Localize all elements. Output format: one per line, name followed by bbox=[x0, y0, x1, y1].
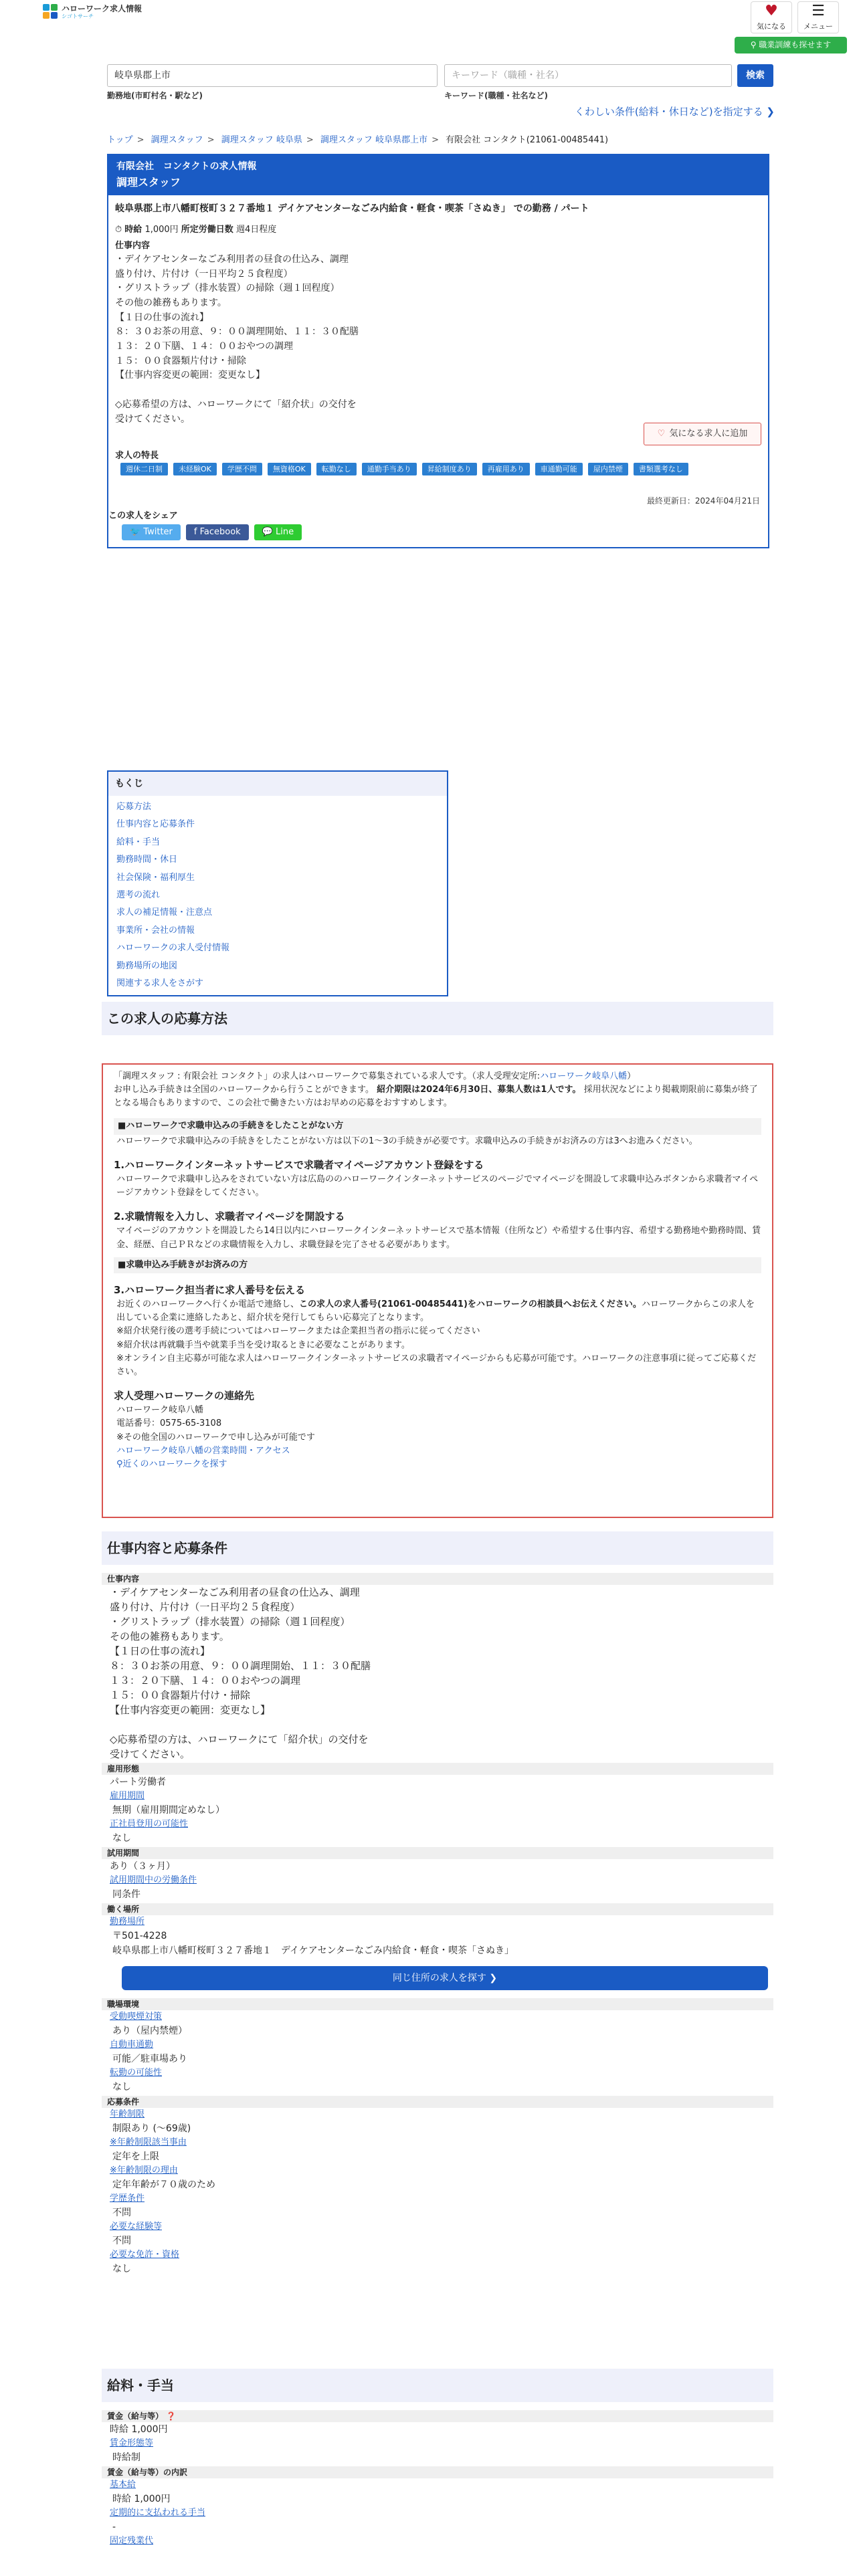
trial-cond-label[interactable]: 試用期間中の労働条件 bbox=[110, 1875, 197, 1885]
wage-form-value: 時給制 bbox=[112, 2452, 140, 2463]
car-value: 可能／駐車場あり bbox=[112, 2054, 187, 2064]
age-value: 制限あり (～69歳) bbox=[112, 2123, 191, 2134]
regular-allowance-label[interactable]: 定期的に支払われる手当 bbox=[110, 2508, 206, 2518]
car-label[interactable]: 自動車通勤 bbox=[110, 2040, 154, 2050]
toc-item[interactable]: 勤務場所の地図 bbox=[116, 960, 178, 971]
menu-label: メニュー bbox=[803, 22, 833, 31]
salary-body bbox=[102, 2409, 773, 2548]
step-1-title: 1.ハローワークインターネットサービスで求職者マイページアカウント登録をする bbox=[114, 1158, 484, 1171]
advanced-search-label: くわしい条件(給料・休日など)を指定する bbox=[574, 106, 763, 118]
help-icon[interactable]: ❓ bbox=[166, 2411, 177, 2421]
base-pay-label[interactable]: 基本給 bbox=[110, 2480, 136, 2490]
toc-item[interactable]: 仕事内容と応募条件 bbox=[116, 819, 195, 830]
trial-value: あり（３ヶ月） bbox=[110, 1861, 175, 1872]
line-label: Line bbox=[276, 527, 294, 537]
office-name: ハローワーク岐阜八幡 bbox=[116, 1405, 204, 1416]
age-label[interactable]: 年齢制限 bbox=[110, 2109, 145, 2119]
advanced-search-link[interactable] bbox=[575, 104, 775, 120]
feature-tag[interactable]: 未経験OK bbox=[173, 463, 217, 475]
feature-tag[interactable]: 再雇用あり bbox=[482, 463, 530, 475]
period-value: 無期（雇用期間定めなし） bbox=[112, 1805, 225, 1816]
period-label[interactable]: 雇用期間 bbox=[110, 1791, 145, 1801]
smoking-value: あり（屋内禁煙） bbox=[112, 2026, 187, 2036]
edu-value: 不問 bbox=[112, 2208, 131, 2218]
chevron-right-icon: ❯ bbox=[766, 106, 775, 118]
contact-info: ハローワーク岐阜八幡 電話番号：0575-65-3108 ※その他全国のハローワークで申し込みが可能です ハローワーク岐阜八幡の営業時間・アクセス ⚲近くのハローワークを探す bbox=[116, 1405, 315, 1469]
job-location: 岐阜県郡上市八幡町桜町３２７番地１ デイケアセンターなごみ内給食・軽食・喫茶「さぬき」 での勤務 / パート bbox=[115, 203, 589, 214]
trial-label: 試用期間 bbox=[102, 1847, 773, 1859]
employment-label: 雇用形態 bbox=[102, 1763, 773, 1775]
wage-form-label[interactable]: 賃金形態等 bbox=[110, 2438, 154, 2448]
step-3-title: 3.ハローワーク担当者に求人番号を伝える bbox=[114, 1283, 306, 1296]
deadline-text: 紹介期限は2024年6月30日、募集人数は1人です。 bbox=[377, 1085, 581, 1095]
postal-code: 〒501-4228 bbox=[112, 1931, 167, 1941]
exp-label[interactable]: 必要な経験等 bbox=[110, 2222, 163, 2232]
training-label: 職業訓練も探せます bbox=[759, 40, 832, 49]
toc-item[interactable]: 応募方法 bbox=[116, 802, 152, 812]
regular-label[interactable]: 正社員登用の可能性 bbox=[110, 1819, 189, 1829]
search-icon: ⚲ bbox=[750, 40, 759, 49]
age-reason-label[interactable]: ※年齢制限の理由 bbox=[110, 2165, 178, 2175]
add-favorite-label: 気になる求人に追加 bbox=[669, 429, 748, 439]
wage-label-bar: 賃金（給与等） ❓ bbox=[102, 2410, 773, 2422]
training-search-button[interactable] bbox=[735, 37, 847, 53]
fixed-overtime-label[interactable]: 固定残業代 bbox=[110, 2536, 154, 2546]
toc-item[interactable]: 給料・手当 bbox=[116, 837, 161, 847]
logo-title: ハローワーク求人情報 bbox=[62, 4, 142, 13]
job-card-header bbox=[108, 155, 768, 195]
age-reason-value: 定年年齢が７０歳のため bbox=[112, 2179, 215, 2190]
clock-icon: ⏱ bbox=[115, 224, 122, 235]
apply-intro: 「調理スタッフ : 有限会社 コンタクト」の求人はハローワークで募集されている求人です。（求人受理安定所:ハローワーク岐阜八幡） お申し込み手続きは全国のハローワークから行うことができます。 紹介期限は2024年6月30日、募集人数は1人です。 採用状況などにより掲載期限前に募集が終了となる場合もありますので、この会社で働きたい方はお早めの応募をおすすめします。 bbox=[114, 1071, 758, 1109]
heart-icon: ♥ bbox=[765, 3, 778, 19]
conditions-description: ・デイケアセンターなごみ利用者の昼食の仕込み、調理 盛り付け、片付け（一日平均２５食程度） ・グリストラップ（排水装置）の掃除（週１回程度） その他の雑務もあります。 【１日の仕事の流れ】 ８：３０お茶の用意、９：００調理開始、１１：３０配膳 １３：２０下膳、１４：００おやつの調理 １５：００食器類片付け・掃除 【仕事内容変更の範囲：変更なし】 ◇応募希望の方は、ハローワークにて「紹介状」の交付を 受けてください。 bbox=[110, 1586, 371, 1760]
contact-title: 求人受理ハローワークの連絡先 bbox=[114, 1390, 255, 1402]
breakdown-label: 賃金（給与等）の内訳 bbox=[102, 2466, 773, 2478]
share-heading: この求人をシェア bbox=[108, 511, 178, 521]
conditions-section-title: 仕事内容と応募条件 bbox=[102, 1531, 773, 1565]
step-1-text: ハローワークで求職申し込みをされていない方は広島ののハローワークインターネットサービスのページでマイページを開設して求職申込みボタンから求職者マイページアカウント登録をしてください。 bbox=[116, 1174, 759, 1198]
breadcrumb: トップ > 調理スタッフ > 調理スタッフ 岐阜県 > 調理スタッフ 岐阜県郡上市 > 有限会社 コンタクト(21061-00485441) bbox=[107, 135, 609, 145]
add-favorite-button[interactable] bbox=[644, 423, 761, 445]
breadcrumb-occupation[interactable]: 調理スタッフ bbox=[151, 135, 203, 145]
job-title: 調理スタッフ bbox=[116, 176, 181, 189]
wage-label: 時給 bbox=[124, 224, 142, 235]
job-summary-card bbox=[107, 154, 769, 548]
step-2-text: マイページのアカウントを開設したら14日以内にハローワークインターネットサービスで基本情報（住所など）や希望する仕事内容、希望する勤務地や勤務時間、賃金、経歴、自己ＰＲなどの求職情報を入力し、求職登録を完了させる必要があります。 bbox=[116, 1226, 761, 1250]
feature-tag[interactable]: 学歴不問 bbox=[222, 463, 262, 475]
site-logo[interactable] bbox=[43, 4, 142, 20]
wage-line bbox=[115, 223, 761, 237]
trial-cond-value: 同条件 bbox=[112, 1889, 140, 1900]
conditions-body bbox=[102, 1572, 773, 2276]
office-phone: 電話番号：0575-65-3108 bbox=[116, 1418, 222, 1429]
job-description: ・デイケアセンターなごみ利用者の昼食の仕込み、調理 盛り付け、片付け（一日平均２５食程度） ・グリストラップ（排水装置）の掃除（週１回程度） その他の雑務もあります。 【１日の仕事の流れ】 ８：３０お茶の用意、９：００調理開始、１１：３０配膳 １３：２０下膳、１４：００おやつの調理 １５：００食器類片付け・掃除 【仕事内容変更の範囲：変更なし】 ◇応募希望の方は、ハローワークにて「紹介状」の交付を 受けてください。 bbox=[115, 253, 359, 425]
apply-method-box bbox=[102, 1063, 773, 1518]
keyword-input[interactable]: キーワード（職種・社名） bbox=[444, 64, 732, 87]
toc-item[interactable]: 事業所・会社の情報 bbox=[116, 925, 195, 936]
feature-tag[interactable]: 車通勤可能 bbox=[535, 463, 583, 475]
feature-tag[interactable]: 通勤手当あり bbox=[362, 463, 417, 475]
place-label[interactable]: 勤務場所 bbox=[110, 1917, 145, 1927]
step-2-title: 2.求職情報を入力し、求職者マイページを開設する bbox=[114, 1210, 345, 1223]
logo-mark-icon bbox=[43, 4, 59, 20]
hamburger-icon: ☰ bbox=[812, 3, 825, 19]
location-input[interactable]: 岐阜県郡上市 bbox=[107, 64, 438, 87]
same-address-button[interactable]: 同じ住所の求人を探す ❯ bbox=[122, 1966, 768, 1990]
favorites-button[interactable] bbox=[751, 1, 792, 33]
header bbox=[0, 0, 859, 58]
keyword-hint: キーワード(職種・社名など) bbox=[444, 91, 548, 100]
req-label: 応募条件 bbox=[102, 2096, 773, 2108]
feature-tag[interactable]: 無資格OK bbox=[268, 463, 311, 475]
feature-tag[interactable]: 屋内禁煙 bbox=[588, 463, 628, 475]
nearby-office-link[interactable]: ⚲近くのハローワークを探す bbox=[116, 1459, 227, 1469]
toc-item[interactable]: 選考の流れ bbox=[116, 890, 161, 901]
transfer-value: なし bbox=[112, 2082, 131, 2092]
env-label: 職場環境 bbox=[102, 1998, 773, 2010]
share-buttons bbox=[122, 524, 302, 540]
table-of-contents bbox=[107, 770, 448, 996]
office-link[interactable]: ハローワーク岐阜八幡 bbox=[540, 1071, 628, 1081]
not-registered-text: ハローワークで求職申込みの手続きをしたことがない方は以下の1〜3の手続きが必要です。求職申込みの手続きがお済みの方は3へお進みください。 bbox=[116, 1136, 698, 1146]
twitter-share-button[interactable] bbox=[122, 524, 181, 540]
employment-value: パート労働者 bbox=[110, 1777, 166, 1788]
last-updated: 最終更新日：2024年04月21日 bbox=[646, 496, 760, 506]
line-icon: 💬 bbox=[262, 527, 276, 537]
line-share-button[interactable] bbox=[254, 524, 302, 540]
breadcrumb-top[interactable]: トップ bbox=[107, 135, 133, 145]
feature-tag[interactable]: 転勤なし bbox=[316, 463, 357, 475]
days-label: 所定労働日数 bbox=[181, 224, 233, 235]
feature-tag[interactable]: 書類選考なし bbox=[634, 463, 688, 475]
wage-value: 1,000円 bbox=[145, 224, 179, 235]
favorites-label: 気になる bbox=[757, 22, 786, 31]
smoking-label[interactable]: 受動喫煙対策 bbox=[110, 2012, 163, 2022]
toc-list bbox=[108, 796, 447, 995]
regular-allowance-value: - bbox=[112, 2522, 116, 2533]
work-address: 岐阜県郡上市八幡町桜町３２７番地１ デイケアセンターなごみ内給食・軽食・喫茶「さぬき」 bbox=[112, 1945, 514, 1956]
base-pay-value: 時給 1,000円 bbox=[112, 2494, 171, 2504]
registered-bar: ■求職申込み手続きがお済みの方 bbox=[114, 1257, 761, 1273]
step-3-text: お近くのハローワークへ行くか電話で連絡し、この求人の求人番号(21061-00485441)をハローワークの相談員へお伝えください。ハローワークからこの求人を出している企業に連絡したあと、紹介状を発行してもらい応募完了となります。 ※紹介状発行後の選考手続についてはハローワークまたは企業担当者の指示に従ってください ※紹介状は再就職手当や就業手当を受け取るときに必要なことがあります。 ※オンライン自主応募が可能な求人はハローワークインターネットサービスの求職者マイページからも応募が可能です。ハローワークの注意事項に従ってご応募ください。 bbox=[116, 1299, 757, 1377]
salary-wage: 時給 1,000円 bbox=[110, 2424, 168, 2435]
description-heading: 仕事内容 bbox=[115, 240, 151, 251]
breadcrumb-current: 有限会社 コンタクト(21061-00485441) bbox=[446, 135, 609, 145]
toc-item[interactable]: 社会保険・福利厚生 bbox=[116, 872, 195, 883]
not-registered-bar: ■ハローワークで求職申込みの手続きをしたことがない方 bbox=[114, 1118, 761, 1134]
license-label[interactable]: 必要な免許・資格 bbox=[110, 2250, 180, 2260]
breadcrumb-city[interactable]: 調理スタッフ 岐阜県郡上市 bbox=[320, 135, 428, 145]
logo-subtitle: シゴトサーチ bbox=[62, 13, 94, 19]
desc-label: 仕事内容 bbox=[102, 1573, 773, 1585]
facebook-share-button[interactable] bbox=[186, 524, 249, 540]
salary-section-title: 給料・手当 bbox=[102, 2369, 773, 2402]
regular-value: なし bbox=[112, 1833, 131, 1844]
twitter-label: Twitter bbox=[143, 527, 173, 537]
twitter-icon: 🐦 bbox=[130, 527, 144, 537]
days-value: 週4日程度 bbox=[235, 224, 277, 235]
facebook-icon: f bbox=[193, 527, 200, 537]
feature-tag[interactable]: 週休二日制 bbox=[120, 463, 168, 475]
toc-heading: もくじ bbox=[108, 772, 447, 796]
office-hours-link[interactable]: ハローワーク岐阜八幡の営業時間・アクセス bbox=[116, 1445, 290, 1456]
toc-item[interactable]: ハローワークの求人受付情報 bbox=[116, 943, 230, 954]
toc-item[interactable]: 関連する求人をさがす bbox=[116, 978, 204, 989]
heart-outline-icon: ♡ bbox=[657, 429, 666, 439]
location-hint: 勤務地(市町村名・駅など) bbox=[107, 91, 203, 100]
exp-value: 不問 bbox=[112, 2236, 131, 2246]
feature-tags bbox=[120, 463, 763, 475]
place-heading: 働く場所 bbox=[102, 1903, 773, 1915]
breadcrumb-prefecture[interactable]: 調理スタッフ 岐阜県 bbox=[221, 135, 302, 145]
toc-item[interactable]: 勤務時間・休日 bbox=[116, 855, 178, 865]
search-form bbox=[107, 64, 775, 124]
transfer-label[interactable]: 転勤の可能性 bbox=[110, 2068, 163, 2078]
toc-item[interactable]: 求人の補足情報・注意点 bbox=[116, 907, 213, 918]
chevron-right-icon: ❯ bbox=[489, 1973, 498, 1983]
license-value: なし bbox=[112, 2264, 131, 2274]
job-card-body bbox=[108, 195, 768, 432]
company-name: 有限会社 コンタクトの求人情報 bbox=[116, 161, 257, 172]
feature-tag[interactable]: 昇給制度あり bbox=[422, 463, 477, 475]
apply-section-title: この求人の応募方法 bbox=[102, 1002, 773, 1035]
search-button[interactable]: 検索 bbox=[737, 64, 773, 87]
features-heading: 求人の特長 bbox=[115, 451, 159, 461]
search-icon: ⚲ bbox=[116, 1459, 123, 1469]
menu-button[interactable] bbox=[797, 1, 839, 33]
age-case-value: 定年を上限 bbox=[112, 2151, 159, 2162]
facebook-label: Facebook bbox=[199, 527, 241, 537]
edu-label[interactable]: 学歴条件 bbox=[110, 2193, 145, 2204]
age-case-label[interactable]: ※年齢制限該当事由 bbox=[110, 2137, 187, 2147]
